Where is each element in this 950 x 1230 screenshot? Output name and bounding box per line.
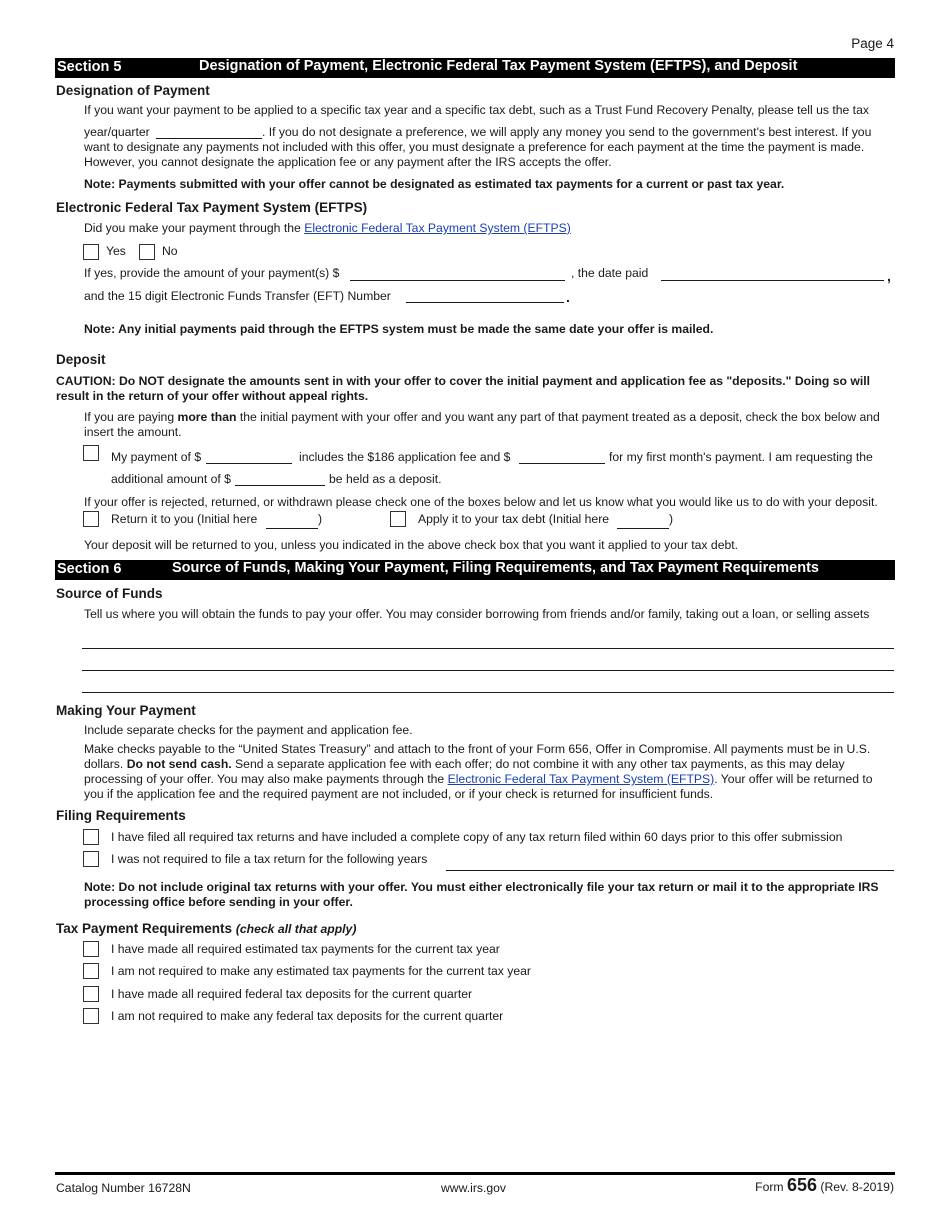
- source-line-3[interactable]: [82, 692, 894, 693]
- eftps-amount-label: If yes, provide the amount of your payment(s) $: [84, 266, 340, 280]
- footer-form-rev: (Rev. 8-2019): [820, 1180, 894, 1194]
- return-it-label: Return it to you (Initial here: [111, 512, 258, 526]
- taxreq-heading: [56, 921, 356, 936]
- eftps-question: [84, 221, 571, 235]
- section6-header: [55, 560, 895, 580]
- making-p2-c: . Your offer will be returned to you if the application fee and the required payment are not included, or if your check is returned for insufficient funds.: [84, 772, 873, 801]
- section6-label: Section 6: [57, 561, 122, 577]
- taxreq-item1-label: I have made all required estimated tax payments for the current tax year: [111, 942, 500, 956]
- footer-form-number: 656: [786, 1175, 817, 1195]
- source-heading: Source of Funds: [56, 586, 163, 601]
- eftps-eft-period: .: [566, 289, 570, 305]
- footer-form: [755, 1175, 894, 1196]
- return-it-checkbox[interactable]: [83, 511, 99, 527]
- eftps-question-text: Did you make your payment through the: [84, 221, 301, 235]
- filing-item1-checkbox[interactable]: [83, 829, 99, 845]
- apply-initial-field[interactable]: [617, 528, 669, 529]
- deposit-caution: CAUTION: Do NOT designate the amounts sent in with your offer to cover the initial payment and application fee as "deposits." Doing so will result in the return of your offer without appeal rights.: [56, 374, 870, 403]
- making-heading: Making Your Payment: [56, 703, 196, 718]
- footer-website: www.irs.gov: [441, 1181, 507, 1195]
- apply-it-checkbox[interactable]: [390, 511, 406, 527]
- taxreq-heading-text: Tax Payment Requirements: [56, 921, 233, 936]
- eftps-link[interactable]: Electronic Federal Tax Payment System (EFTPS): [304, 221, 571, 235]
- making-p2-b: Send a separate application fee with each offer; do not combine it with any other tax payments, as this may delay processing of your offer. You may also make payments through the: [84, 757, 845, 786]
- page-number: Page 4: [851, 36, 894, 51]
- deposit-checkbox[interactable]: [83, 445, 99, 461]
- deposit-includes-label: includes the $186 application fee and $: [299, 450, 511, 464]
- designation-year-label: year/quarter: [84, 125, 150, 139]
- taxreq-item4-label: I am not required to make any federal tax deposits for the current quarter: [111, 1009, 504, 1023]
- designation-p1-line1: If you want your payment to be applied to a specific tax year and a specific tax debt, such as a Trust Fund Recovery Penalty, please tell us the tax: [84, 103, 869, 117]
- year-quarter-field[interactable]: [156, 138, 262, 139]
- taxreq-item3-label: I have made all required federal tax deposits for the current quarter: [111, 987, 473, 1001]
- eftps-date-field[interactable]: [661, 280, 884, 281]
- designation-p1-rest: want to designate any payments not included with this offer, you must designate a preference for each payment at the time the payment is made. However, you cannot designate the application fee or any payment after the IRS accepts the offer.: [84, 140, 865, 169]
- taxreq-item2-checkbox[interactable]: [83, 963, 99, 979]
- deposit-p-pre: If you are paying: [84, 410, 175, 424]
- taxreq-item3-checkbox[interactable]: [83, 986, 99, 1002]
- return-initial-field[interactable]: [266, 528, 318, 529]
- section5-title: Designation of Payment, Electronic Federal Tax Payment System (EFTPS), and Deposit: [199, 58, 798, 74]
- eftps-eft-label: and the 15 digit Electronic Funds Transfer (EFT) Number: [84, 289, 391, 303]
- eftps-date-label: , the date paid: [571, 266, 649, 280]
- deposit-returned-note: Your deposit will be returned to you, unless you indicated in the above check box that you want it applied to your tax debt.: [84, 538, 739, 552]
- deposit-my-payment-field[interactable]: [206, 463, 292, 464]
- making-p2-bold: Do not send cash.: [126, 757, 232, 771]
- deposit-first-month-field[interactable]: [519, 463, 605, 464]
- taxreq-item2-label: I am not required to make any estimated tax payments for the current tax year: [111, 964, 531, 978]
- eftps-note: Note: Any initial payments paid through the EFTPS system must be made the same date your offer is mailed.: [84, 322, 714, 336]
- taxreq-item4-checkbox[interactable]: [83, 1008, 99, 1024]
- source-line-1[interactable]: [82, 648, 894, 649]
- designation-heading: Designation of Payment: [56, 83, 210, 98]
- footer-catalog: Catalog Number 16728N: [56, 1181, 191, 1195]
- filing-note: Note: Do not include original tax returns with your offer. You must either electronically file your tax return or mail it to the appropriate IRS processing office before sending in your offer.: [84, 880, 879, 909]
- source-text: Tell us where you will obtain the funds to pay your offer. You may consider borrowing from friends and/or family, taking out a loan, or selling assets: [84, 607, 870, 621]
- deposit-p-bold: more than: [177, 410, 237, 424]
- deposit-additional-field[interactable]: [235, 485, 325, 486]
- section5-label: Section 5: [57, 59, 122, 75]
- eftps-yes-label: Yes: [106, 244, 126, 258]
- taxreq-heading-sub: (check all that apply): [235, 922, 357, 936]
- filing-item2-label: I was not required to file a tax return for the following years: [111, 852, 428, 866]
- deposit-heading: Deposit: [56, 352, 106, 367]
- eftps-eft-field[interactable]: [406, 302, 564, 303]
- eftps-no-checkbox[interactable]: [139, 244, 155, 260]
- deposit-first-month-label: for my first month's payment. I am requesting the: [609, 450, 873, 464]
- apply-it-label: Apply it to your tax debt (Initial here: [418, 512, 610, 526]
- deposit-held-label: be held as a deposit.: [329, 472, 442, 486]
- eftps-date-comma: ,: [887, 268, 891, 284]
- eftps-yes-checkbox[interactable]: [83, 244, 99, 260]
- deposit-additional-label: additional amount of $: [111, 472, 231, 486]
- making-p2-a: Make checks payable to the “United States Treasury” and attach to the front of your Form 656, Offer in Compromise. All payments must be in U.S. dollars.: [84, 742, 871, 771]
- taxreq-item1-checkbox[interactable]: [83, 941, 99, 957]
- apply-close-paren: ): [669, 512, 674, 526]
- making-p1: Include separate checks for the payment and application fee.: [84, 723, 413, 737]
- deposit-my-payment-label: My payment of $: [111, 450, 202, 464]
- filing-heading: Filing Requirements: [56, 808, 186, 823]
- filing-years-field[interactable]: [446, 870, 894, 871]
- deposit-p-post: the initial payment with your offer and you want any part of that payment treated as a deposit, check the box below and insert the amount.: [84, 410, 880, 439]
- filing-item2-checkbox[interactable]: [83, 851, 99, 867]
- eftps-heading: Electronic Federal Tax Payment System (EFTPS): [56, 200, 368, 215]
- section6-title: Source of Funds, Making Your Payment, Filing Requirements, and Tax Payment Requirements: [172, 560, 819, 576]
- designation-note: Note: Payments submitted with your offer cannot be designated as estimated tax payments for a current or past tax year.: [84, 177, 785, 191]
- section5-header: [55, 58, 895, 78]
- eftps-amount-field[interactable]: [350, 280, 565, 281]
- designation-p1-after: . If you do not designate a preference, we will apply any money you send to the government's best interest. If you: [262, 125, 872, 139]
- making-eftps-link[interactable]: Electronic Federal Tax Payment System (EFTPS): [447, 772, 715, 786]
- return-close-paren: ): [318, 512, 323, 526]
- footer-form-prefix: Form: [755, 1180, 784, 1194]
- eftps-no-label: No: [162, 244, 178, 258]
- deposit-rejected-text: If your offer is rejected, returned, or withdrawn please check one of the boxes below and let us know what you would like us to do with your deposit.: [84, 495, 878, 509]
- making-p2: [84, 742, 894, 802]
- filing-item1-label: I have filed all required tax returns and have included a complete copy of any tax return filed within 60 days prior to this offer submission: [111, 830, 843, 844]
- deposit-paragraph: [84, 410, 884, 440]
- source-line-2[interactable]: [82, 670, 894, 671]
